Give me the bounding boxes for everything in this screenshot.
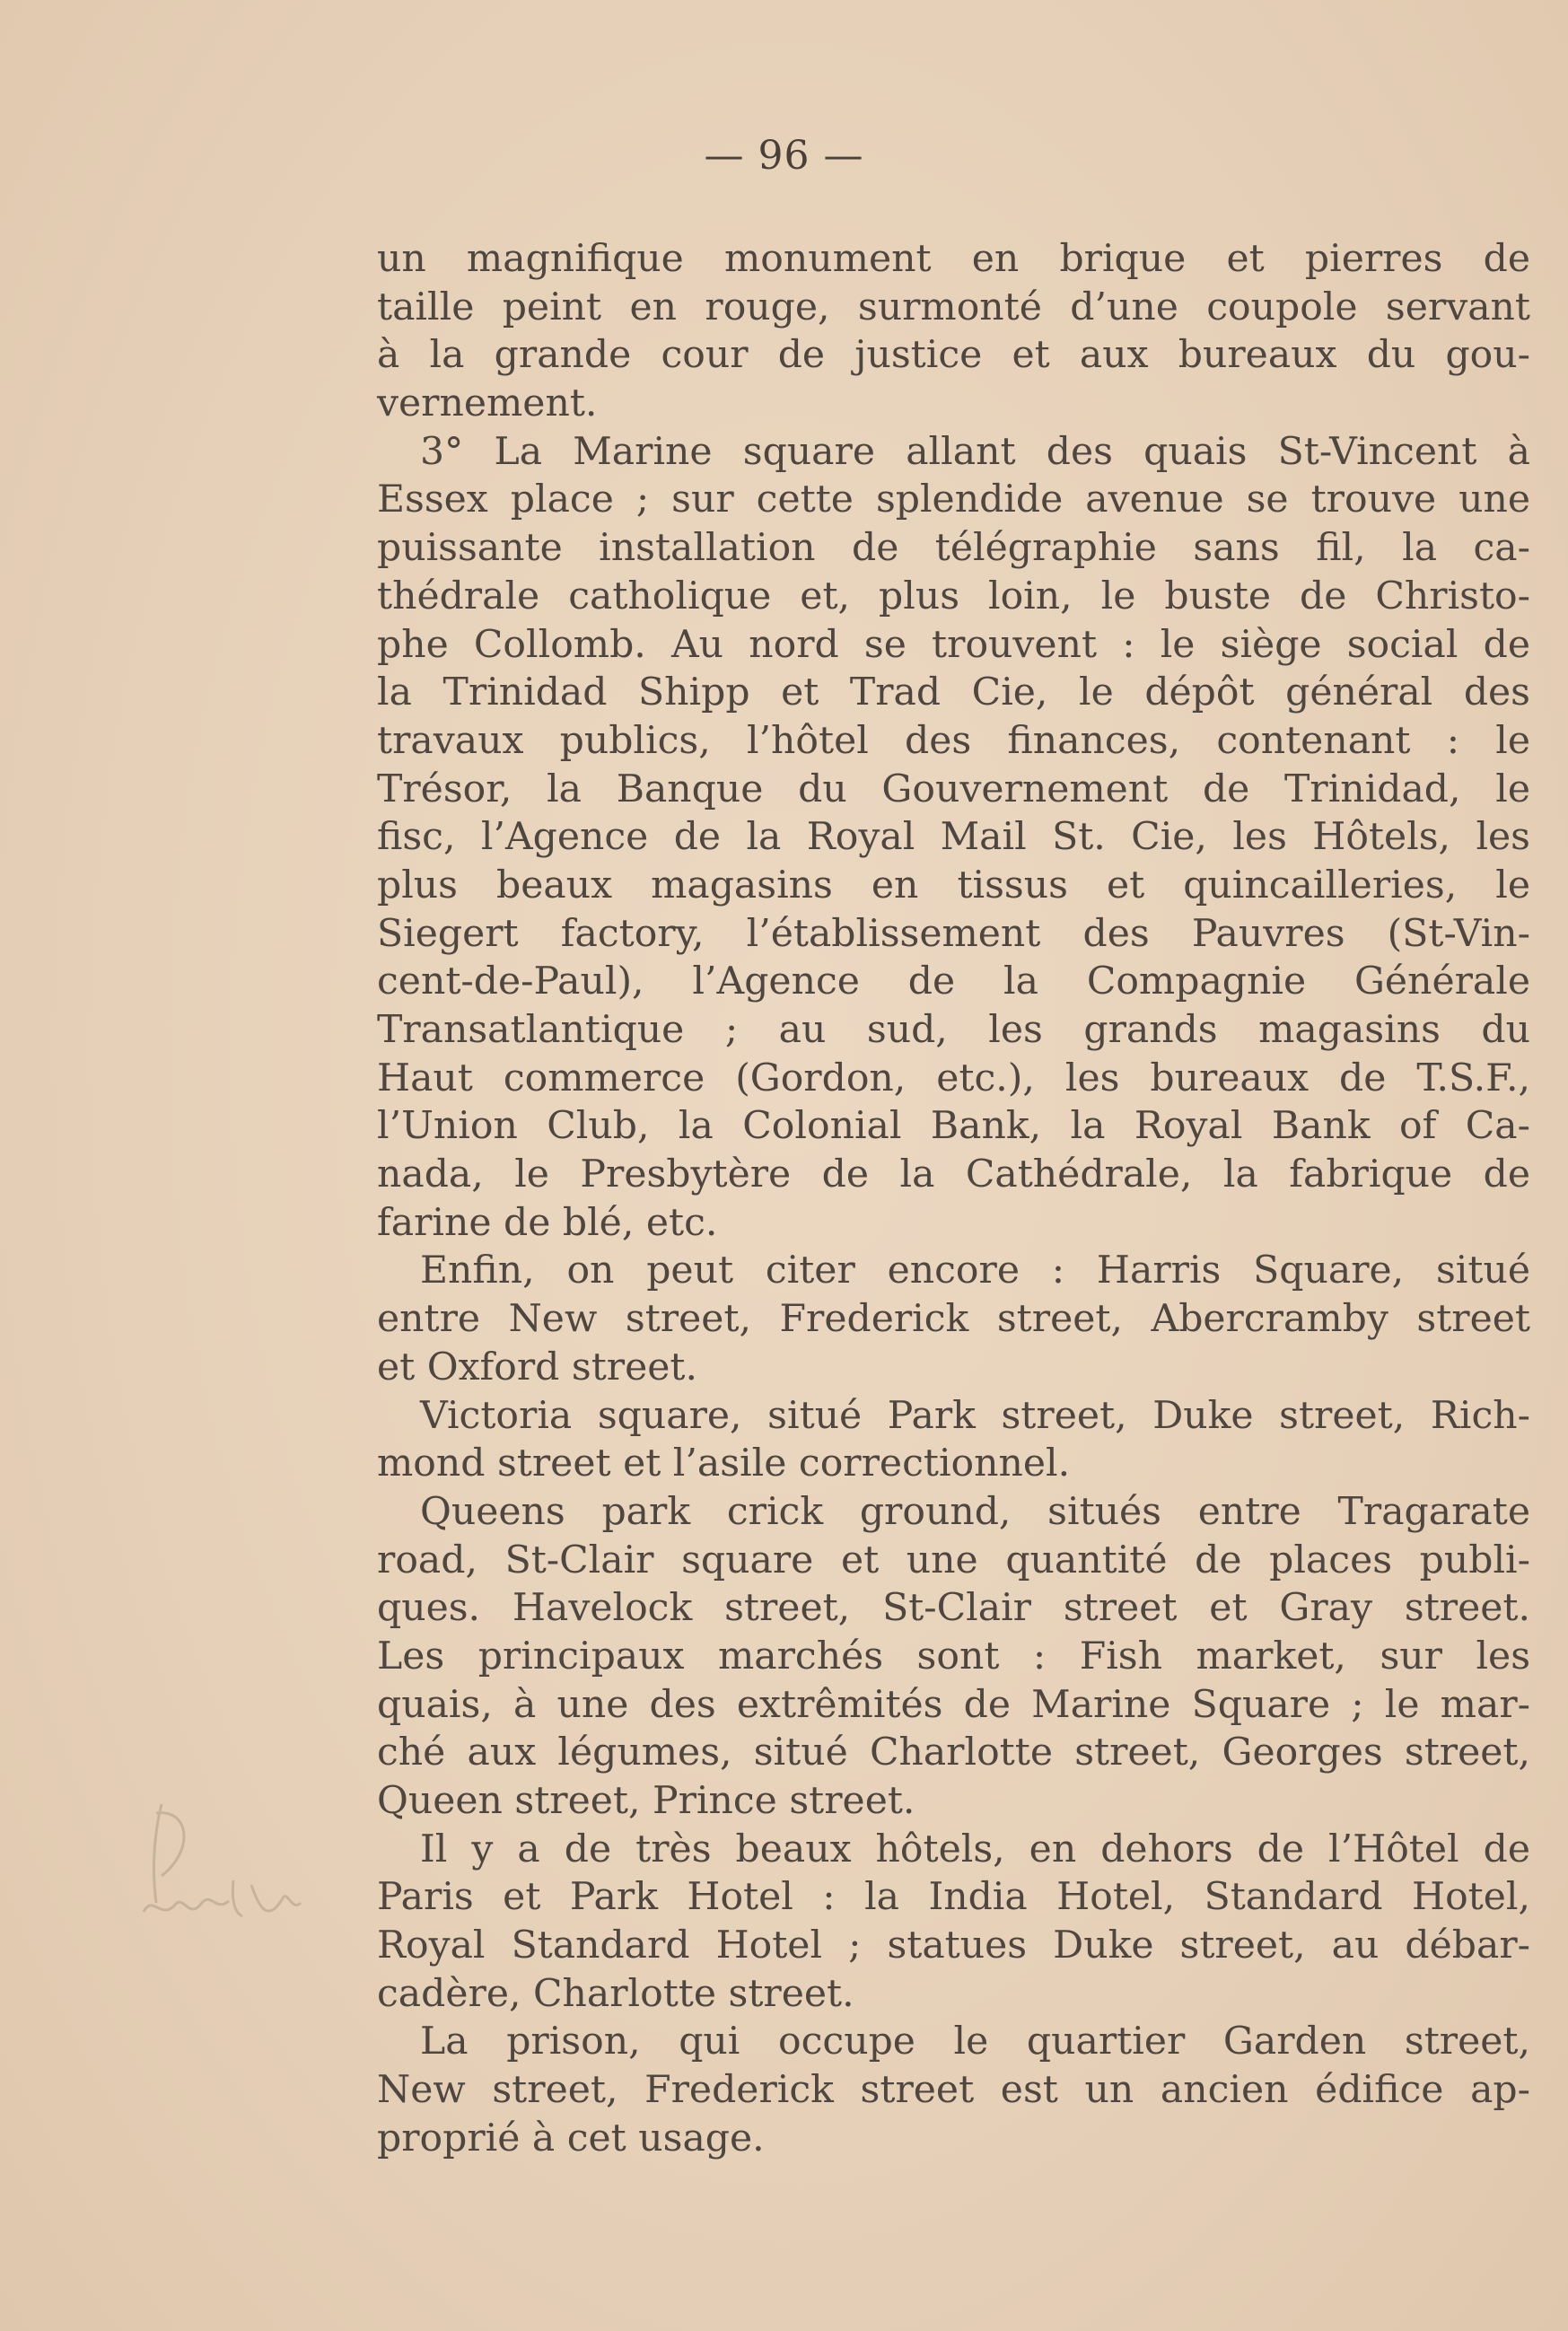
text-line: proprié à cet usage. <box>377 2116 765 2160</box>
text-line: travaux publics, l’hôtel des finances, contenant : le <box>377 718 1530 763</box>
text-line: Victoria square, situé Park street, Duke street, Rich- <box>420 1393 1530 1438</box>
text-line: Trésor, la Banque du Gouvernement de Trinidad, le <box>377 767 1530 811</box>
text-line: Haut commerce (Gordon, etc.), les bureaux de T.S.F., <box>377 1056 1530 1100</box>
text-line: phe Collomb. Au nord se trouvent : le siège social de <box>377 622 1530 667</box>
text-line: 3° La Marine square allant des quais St-Vincent à <box>420 429 1530 474</box>
handwritten-margin-note <box>126 1786 305 1939</box>
text-line: Royal Standard Hotel ; statues Duke street, au débar- <box>377 1924 1530 1968</box>
text-line: Siegert factory, l’établissement des Pauvres (St-Vin- <box>377 911 1530 956</box>
text-line: Enfin, on peut citer encore : Harris Square, situé <box>420 1249 1530 1293</box>
text-line: Paris et Park Hotel : la India Hotel, Standard Hotel, <box>377 1875 1530 1920</box>
text-line: road, St-Clair square et une quantité de places publi- <box>377 1538 1530 1582</box>
text-line: Queens park crick ground, situés entre Tragarate <box>420 1489 1530 1534</box>
text-line: l’Union Club, la Colonial Bank, la Royal Bank of Ca- <box>377 1104 1530 1149</box>
text-line: Transatlantique ; au sud, les grands magasins du <box>377 1008 1530 1052</box>
text-line: ques. Havelock street, St-Clair street et Gray street. <box>377 1586 1530 1631</box>
text-line: taille peint en rouge, surmonté d’une coupole servant <box>377 285 1530 329</box>
text-line: cadère, Charlotte street. <box>377 1971 854 2016</box>
text-line: Essex place ; sur cette splendide avenue se trouve une <box>377 478 1530 522</box>
text-line: et Oxford street. <box>377 1345 697 1389</box>
page-number: — 96 — <box>704 133 864 179</box>
text-line: cent-de-Paul), l’Agence de la Compagnie Générale <box>377 960 1530 1004</box>
text-line: à la grande cour de justice et aux bureaux du gou- <box>377 333 1530 378</box>
text-line: Queen street, Prince street. <box>377 1779 915 1823</box>
text-line: mond street et l’asile correctionnel. <box>377 1442 1071 1486</box>
text-line: entre New street, Frederick street, Abercramby street <box>377 1297 1530 1342</box>
text-line: thédrale catholique et, plus loin, le buste de Christo- <box>377 574 1530 618</box>
text-line: Il y a de très beaux hôtels, en dehors de l’Hôtel de <box>420 1827 1530 1871</box>
text-line: Les principaux marchés sont : Fish market, sur les <box>377 1634 1530 1678</box>
body-text <box>377 235 1530 2163</box>
text-line: La prison, qui occupe le quartier Garden street, <box>420 2020 1530 2064</box>
text-line: New street, Frederick street est un ancien édifice ap- <box>377 2068 1530 2113</box>
text-line: la Trinidad Shipp et Trad Cie, le dépôt général des <box>377 670 1530 715</box>
text-line: fisc, l’Agence de la Royal Mail St. Cie, les Hôtels, les <box>377 815 1530 860</box>
text-line: vernement. <box>377 381 598 426</box>
text-line: puissante installation de télégraphie sans fil, la ca- <box>377 526 1530 571</box>
text-line: nada, le Presbytère de la Cathédrale, la fabrique de <box>377 1152 1530 1197</box>
text-line: plus beaux magasins en tissus et quincailleries, le <box>377 863 1530 907</box>
text-line: quais, à une des extrêmités de Marine Square ; le mar- <box>377 1682 1530 1727</box>
text-line: ché aux légumes, situé Charlotte street, Georges street, <box>377 1731 1530 1775</box>
text-line: farine de blé, etc. <box>377 1200 718 1245</box>
text-line: un magnifique monument en brique et pierres de <box>377 237 1530 281</box>
